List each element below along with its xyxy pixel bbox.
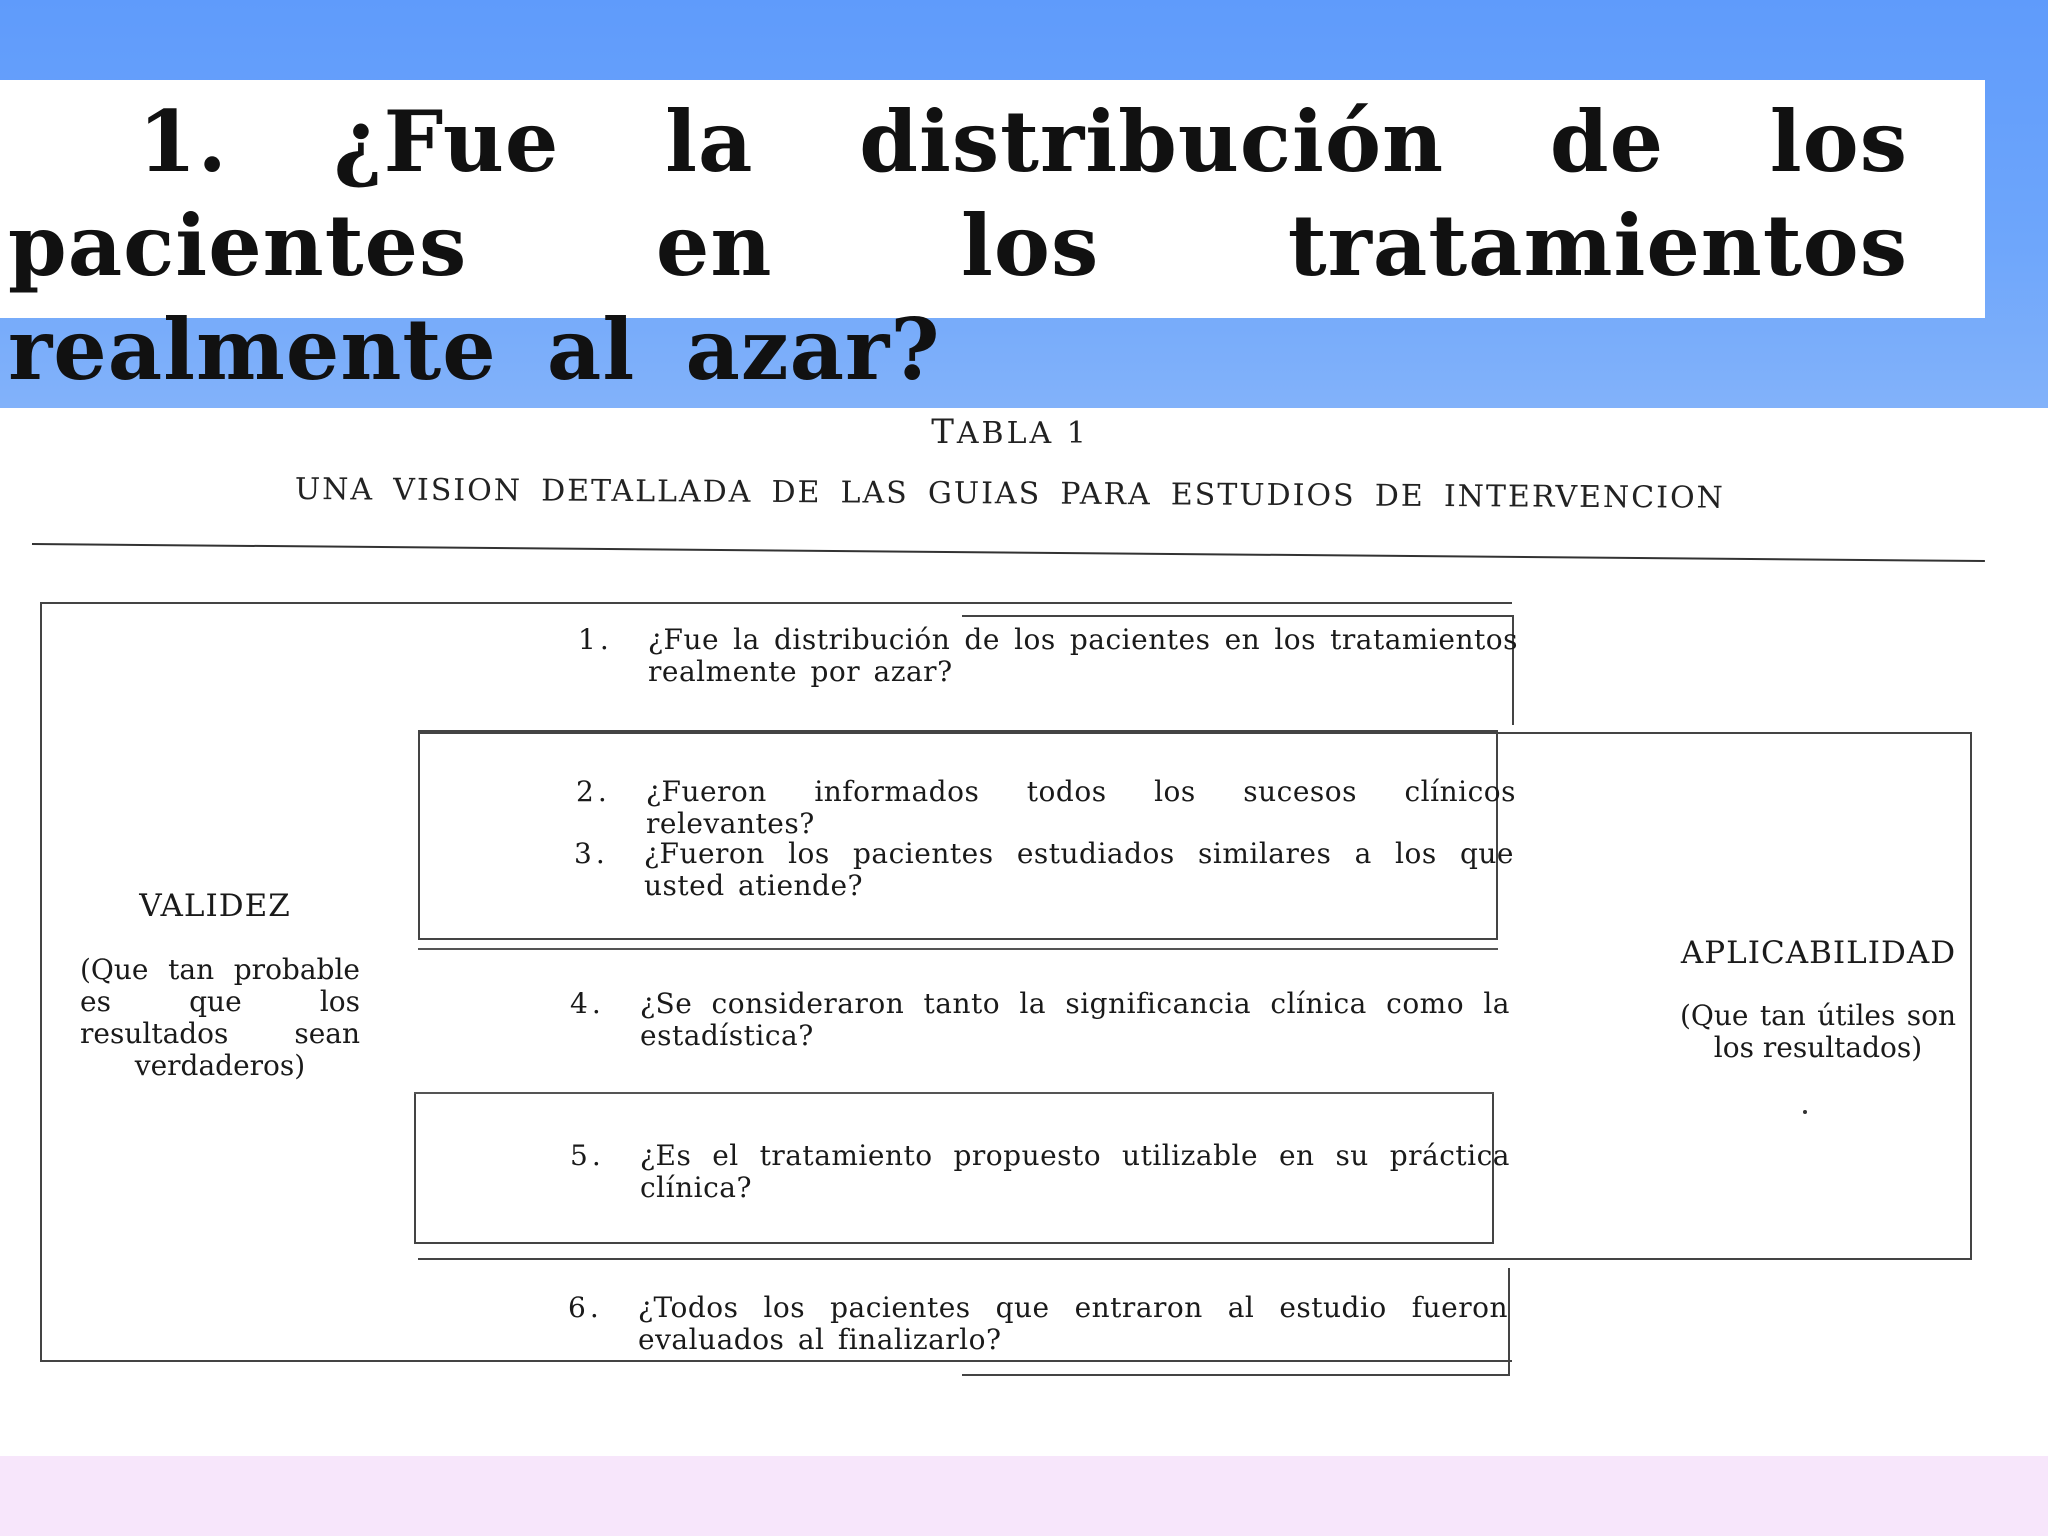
validity-description: (Que tan probable es que los resultados sean verdaderos) [80,953,360,1082]
question-number: 2. [576,775,611,808]
slide-title: 1. ¿Fue la distribución de los pacientes en los tratamientos realmente al azar? [8,92,1908,399]
question-5 [570,1140,1510,1204]
separator-line [418,948,1498,950]
table-label [0,412,2020,452]
question-number: 1. [578,623,613,656]
table-subtitle: UNA VISION DETALLADA DE LAS GUIAS PARA ESTUDIOS DE INTERVENCION [294,472,1725,516]
validity-heading: VALIDEZ [139,888,291,924]
applicability-heading: APLICABILIDAD [1680,935,1957,971]
question-number: 5. [570,1139,605,1172]
question-6 [568,1292,1508,1356]
question-4 [570,988,1510,1052]
question-number: 4. [570,987,605,1020]
separator-line [414,1092,1494,1094]
bottom-pink-band [0,1456,2048,1536]
question-text: ¿Fueron informados todos los sucesos clínicos relevantes? [646,775,1516,840]
question-text: ¿Todos los pacientes que entraron al estudio fueron evaluados al finalizarlo? [638,1291,1508,1356]
question-text: ¿Fue la distribución de los pacientes en los tratamientos realmente por azar? [648,623,1518,688]
question-1 [578,624,1518,688]
table-rule [32,543,1985,562]
applicability-description: (Que tan útiles son los resultados) [1680,999,1956,1064]
table-label-rest: ABLA 1 [956,416,1089,451]
stray-dot [1803,1110,1807,1114]
question-number: 6. [568,1291,603,1324]
question-text: ¿Fueron los pacientes estudiados similares a los que usted atiende? [644,837,1514,902]
question-text: ¿Es el tratamiento propuesto utilizable en su práctica clínica? [640,1139,1510,1204]
question-number: 3. [574,837,609,870]
question-text: ¿Se consideraron tanto la significancia clínica como la estadística? [640,987,1510,1052]
question-3 [574,838,1514,902]
question-2 [576,776,1516,840]
table-label-initial: T [931,412,957,452]
